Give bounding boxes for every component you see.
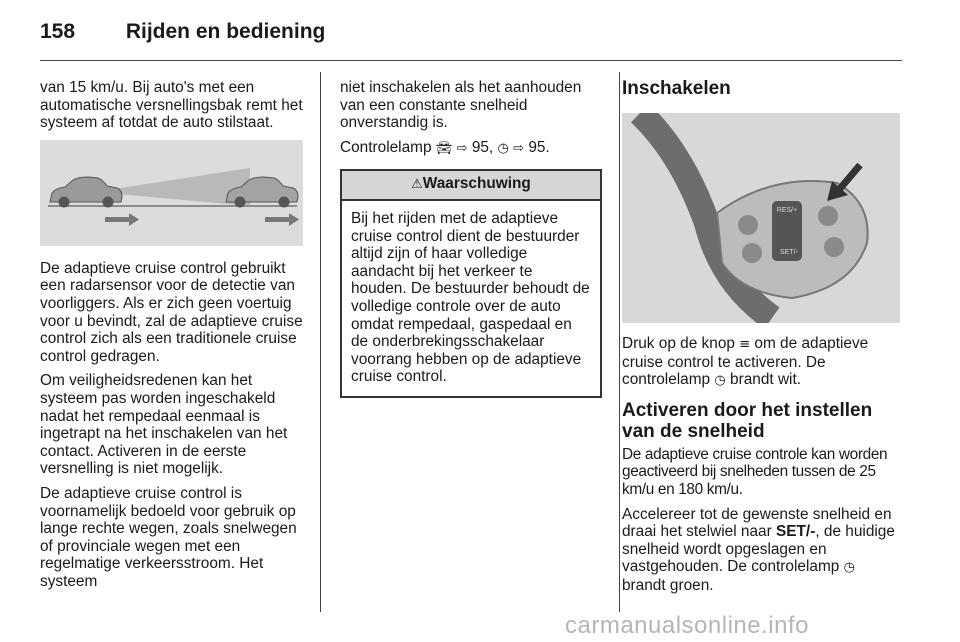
- wheel-button: [742, 243, 762, 263]
- paragraph: De adaptieve cruise controle kan worden geactiveerd bij snelheden tussen de 25 km/u en 180 km/u.: [622, 445, 888, 498]
- warning-header: [342, 171, 600, 201]
- paragraph: [622, 506, 902, 595]
- pointer-arrow-icon: [827, 165, 860, 201]
- page-reference-arrow-icon: ⇨: [456, 140, 468, 156]
- steering-wheel-svg: [622, 113, 900, 323]
- res-label: RES/+: [776, 207, 798, 214]
- direction-arrow-icon: [265, 213, 299, 226]
- adaptive-cruise-button-icon: ≡: [739, 337, 751, 352]
- own-car-icon: [50, 177, 122, 207]
- cruise-control-icon: ◷: [714, 373, 726, 389]
- paragraph: [622, 335, 902, 390]
- text-run: brandt wit.: [730, 371, 802, 389]
- radar-illustration: [40, 140, 303, 246]
- cruise-control-icon: ◷: [843, 560, 855, 576]
- wheel-button: [738, 215, 758, 235]
- steering-wheel-illustration: [622, 113, 900, 323]
- paragraph: De adaptieve cruise control gebruikt een radarsensor voor de detectie van voorliggers. Als er zich geen voertuig voor u bevindt, zal de adaptieve cruise control zich als een traditionele cruise control gedragen.: [40, 259, 303, 365]
- reference-line: [340, 139, 602, 158]
- car-icon: 🚘︎: [435, 140, 453, 156]
- text-run: Accelereer tot de gewenste snelheid en draai het stelwiel naar: [622, 505, 892, 541]
- reference-page: 95.: [528, 138, 550, 156]
- warning-text: Bij het rijden met de adaptieve cruise control dient de bestuurder altijd zijn of haar volledige aandacht bij het verkeer te houden. De bestuurder behoudt de volledige controle over de auto omdat rempedaal, gaspedaal en de onderbrekingsschakelaar voorrang hebben op de adaptieve cruise control.: [351, 209, 590, 386]
- page-reference-arrow-icon: ⇨: [513, 140, 525, 156]
- header-rule: [40, 60, 902, 61]
- column-1: [40, 79, 305, 597]
- text-run: om de adaptieve cruise control te activeren. De controlelamp: [622, 335, 869, 389]
- set-label: SET/-: [780, 249, 798, 256]
- radar-illustration-svg: [40, 140, 303, 246]
- warning-triangle-icon: ⚠: [411, 177, 423, 193]
- text-run: brandt groen.: [622, 576, 714, 594]
- paragraph: niet inschakelen als het aanhouden van een constante snelheid onverstandig is.: [340, 79, 582, 132]
- paragraph: De adaptieve cruise control is voornamelijk bedoeld voor gebruik op lange rechte wegen, zoals snelwegen of provinciale wegen met een regelmatige verkeersstroom. Het systeem: [40, 484, 297, 590]
- section-heading: Inschakelen: [622, 78, 731, 99]
- column-3: [622, 78, 902, 602]
- reference-prefix: Controlelamp: [340, 138, 432, 156]
- warning-box: [340, 169, 602, 398]
- section-heading: Activeren door het instellen van de snelheid: [622, 399, 873, 442]
- warning-title: Waarschuwing: [422, 175, 531, 193]
- reference-page: 95,: [471, 138, 494, 156]
- page-title: Rijden en bediening: [125, 20, 326, 43]
- text-run: Druk op de knop: [622, 335, 735, 352]
- column-2: [340, 79, 602, 398]
- adaptive-cruise-button: [818, 206, 838, 226]
- paragraph: van 15 km/u. Bij auto's met een automatische versnellingsbak remt het systeem af totdat de auto stilstaat.: [40, 79, 303, 132]
- page-header: [40, 20, 325, 44]
- text-run: , de huidige snelheid wordt opgeslagen en vastgehouden. De controlelamp: [622, 523, 895, 576]
- wheel-button: [824, 237, 844, 257]
- set-label-text: SET/-: [776, 523, 816, 541]
- column-divider-right: [619, 72, 620, 612]
- watermark: carmanualsonline.info: [565, 612, 809, 639]
- direction-arrow-icon: [105, 213, 139, 226]
- paragraph: Om veiligheidsredenen kan het systeem pas worden ingeschakeld nadat het rempedaal eenmaal is ingetrapt na het inschakelen van het contact. Activeren in de eerste versnelling is niet mogelijk.: [40, 372, 288, 478]
- page-number: 158: [40, 20, 76, 43]
- column-divider-left: [320, 72, 321, 612]
- cruise-control-icon: ◷: [497, 140, 509, 156]
